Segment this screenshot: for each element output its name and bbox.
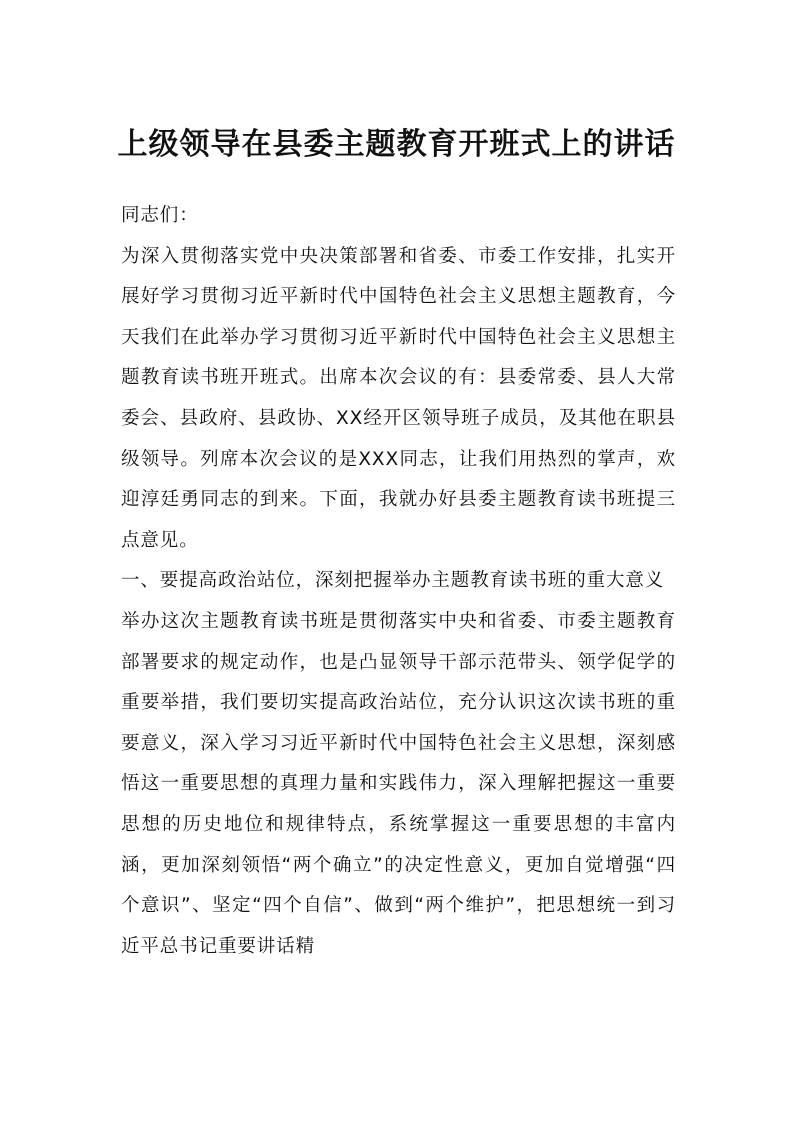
document-body	[121, 196, 676, 967]
paragraph-opening: 为深入贯彻落实党中央决策部署和省委、市委工作安排，扎实开展好学习贯彻习近平新时代中国特色社会主义思想主题教育，今天我们在此举办学习贯彻习近平新时代中国特色社会主义思想主题教育读书班开班式。出席本次会议的有：县委常委、县人大常委会、县政府、县政协、XX经开区领导班子成员，及其他在职县级领导。列席本次会议的是XXX同志，让我们用热烈的掌声，欢迎淳廷勇同志的到来。下面，我就办好县委主题教育读书班提三点意见。	[121, 245, 676, 551]
document-title: 上级领导在县委主题教育开班式上的讲话	[117, 127, 676, 162]
salutation: 同志们：	[121, 205, 199, 226]
paragraph-section-1: 举办这次主题教育读书班是贯彻落实中央和省委、市委主题教育部署要求的规定动作，也是凸显领导干部示范带头、领学促学的重要举措，我们要切实提高政治站位，充分认识这次读书班的重要意义，深入学习习近平新时代中国特色社会主义思想，深刻感悟这一重要思想的真理力量和实践伟力，深入理解把握这一重要思想的历史地位和规律特点，系统掌握这一重要思想的丰富内涵，更加深刻领悟“两个确立”的决定性意义，更加自觉增强“四个意识”、坚定“四个自信”、做到“两个维护”，把思想统一到习近平总书记重要讲话精	[121, 610, 676, 957]
section-heading-1: 一、要提高政治站位，深刻把握举办主题教育读书班的重大意义	[121, 570, 665, 592]
